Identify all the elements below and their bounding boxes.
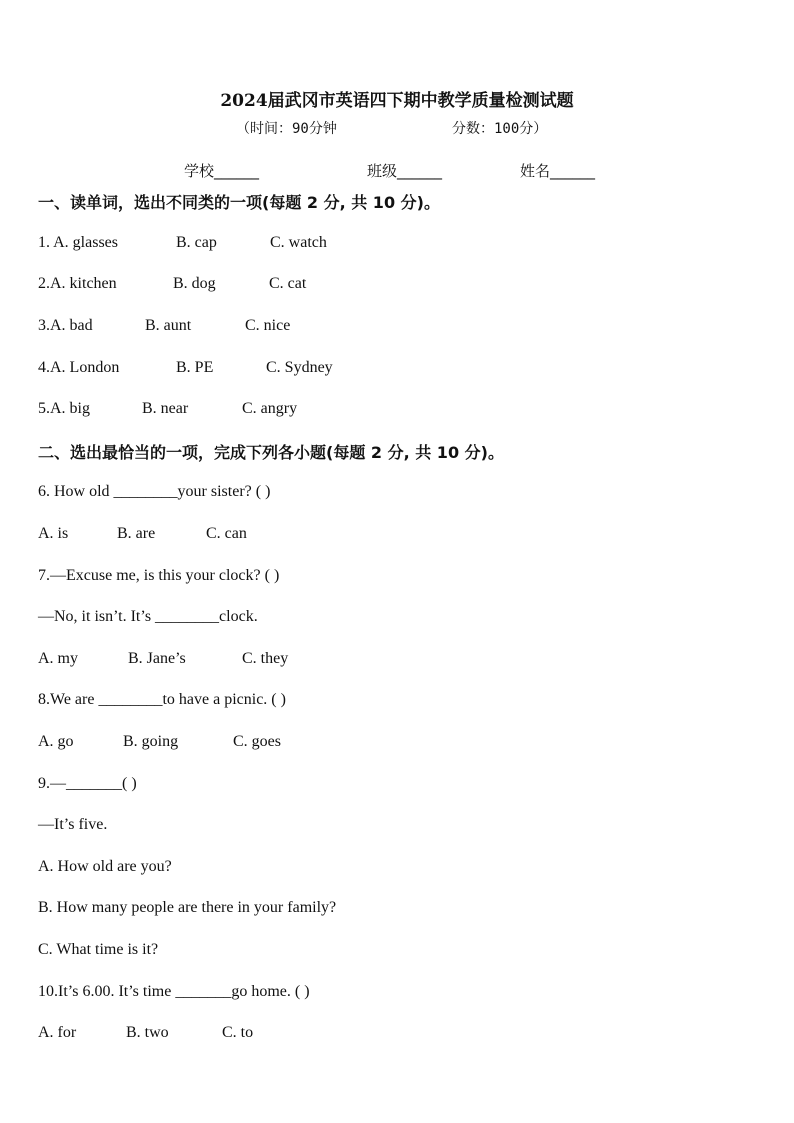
question-5-option-a: 5.A. big — [38, 400, 90, 417]
section-2-heading: 二、选出最恰当的一项，完成下列各小题(每题 2 分, 共 10 分)。 — [38, 443, 504, 462]
question-7-stem: 7.—Excuse me, is this your clock? ( ) — [38, 567, 280, 584]
question-10-option-c: C. to — [222, 1024, 254, 1041]
question-7-option-b: B. Jane’s — [128, 650, 186, 667]
question-2-option-c: C. cat — [269, 275, 307, 292]
question-5-option-b: B. near — [142, 400, 189, 417]
question-1-option-a: 1. A. glasses — [38, 234, 118, 251]
question-7-option-c: C. they — [242, 650, 289, 667]
question-8-option-c: C. goes — [233, 733, 281, 750]
question-10-stem: 10.It’s 6.00. It’s time _______go home. ( ) — [38, 983, 310, 1000]
question-2-option-a: 2.A. kitchen — [38, 275, 117, 292]
question-8-option-b: B. going — [123, 733, 179, 750]
question-7-option-a: A. my — [38, 650, 78, 667]
question-4-option-c: C. Sydney — [266, 359, 333, 376]
question-3-option-a: 3.A. bad — [38, 317, 93, 334]
question-2-option-b: B. dog — [173, 275, 216, 292]
question-6-option-b: B. are — [117, 525, 156, 542]
question-9-response: —It’s five. — [38, 816, 108, 833]
question-4-option-a: 4.A. London — [38, 359, 120, 376]
question-10-option-a: A. for — [38, 1024, 77, 1041]
school-field: 学校______ — [184, 162, 260, 180]
section-1-heading: 一、读单词，选出不同类的一项(每题 2 分, 共 10 分)。 — [38, 193, 440, 212]
question-3-option-c: C. nice — [245, 317, 291, 334]
question-9-stem: 9.—_______( ) — [38, 775, 137, 792]
question-6-stem: 6. How old ________your sister? ( ) — [38, 483, 271, 500]
question-4-option-b: B. PE — [176, 359, 214, 376]
time-info: （时间：90分钟 — [236, 121, 337, 137]
question-5-option-c: C. angry — [242, 400, 298, 417]
question-6-option-a: A. is — [38, 525, 69, 542]
question-1-option-b: B. cap — [176, 234, 217, 251]
class-field: 班级______ — [367, 162, 443, 180]
question-8-option-a: A. go — [38, 733, 74, 750]
question-7-response: —No, it isn’t. It’s ________clock. — [38, 608, 258, 625]
question-1-option-c: C. watch — [270, 234, 327, 251]
page-title: 2024届武冈市英语四下期中教学质量检测试题 — [220, 91, 574, 111]
question-10-option-b: B. two — [126, 1024, 169, 1041]
score-info: 分数：100分） — [452, 121, 548, 137]
question-3-option-b: B. aunt — [145, 317, 192, 334]
question-8-stem: 8.We are ________to have a picnic. ( ) — [38, 691, 286, 708]
question-6-option-c: C. can — [206, 525, 247, 542]
name-field: 姓名______ — [520, 162, 596, 180]
question-9-option-c: C. What time is it? — [38, 941, 159, 958]
question-9-option-b: B. How many people are there in your family? — [38, 899, 337, 916]
question-9-option-a: A. How old are you? — [38, 858, 172, 875]
